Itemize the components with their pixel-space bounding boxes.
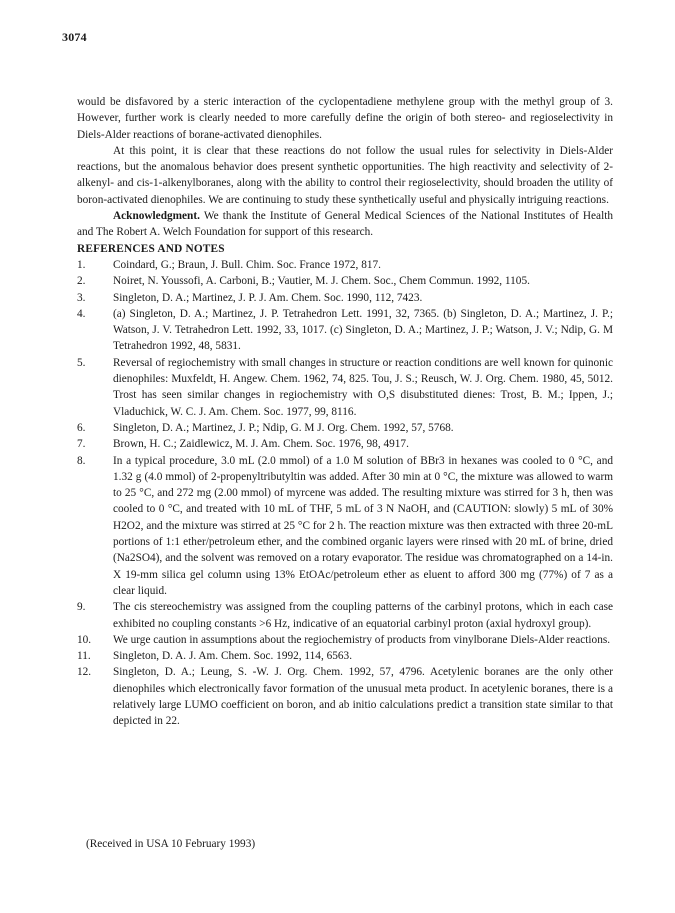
reference-number: 11. <box>77 650 91 663</box>
reference-item <box>77 599 613 632</box>
reference-number: 12. <box>77 666 92 679</box>
reference-number: 6. <box>77 421 86 434</box>
reference-number: 7. <box>77 438 86 451</box>
reference-number: 10. <box>77 633 92 646</box>
reference-text: We urge caution in assumptions about the regiochemistry of products from vinylborane Diels-Alder reactions. <box>113 633 611 646</box>
reference-item <box>77 420 613 436</box>
page-number: 3074 <box>62 30 87 44</box>
reference-number: 1. <box>77 258 86 271</box>
reference-text: Noiret, N. Youssofi, A. Carboni, B.; Vautier, M. J. Chem. Soc., Chem Commun. 1992, 1105. <box>113 275 530 288</box>
reference-item <box>77 273 613 289</box>
acknowledgment-text: We thank the Institute of General Medical Sciences of the National Institutes of Health and The Robert A. Welch Foundation for support of this research. <box>77 210 613 239</box>
reference-text: Reversal of regiochemistry with small changes in structure or reaction conditions are well known for quinonic dienophiles: Muxfeldt, H. Angew. Chem. 1962, 74, 825. Tou, J. S.; Reusch, W. J. Org. Chem. 1980, 45, 5012. Trost has seen similar changes in regiochemistry with O,S disubstituted dienes: Trost, B. M.; Ippen, J.; Vladuchick, W. C. J. Am. Chem. Soc. 1977, 99, 8116. <box>113 356 613 418</box>
received-date: (Received in USA 10 February 1993) <box>86 838 256 850</box>
reference-text: In a typical procedure, 3.0 mL (2.0 mmol) of a 1.0 M solution of BBr3 in hexanes was cooled to 0 °C, and 1.32 g (4.0 mmol) of 2-propenyltributyltin was added. After 30 min at 0 °C, the mixture was allowed to warm to 25 °C, and 272 mg (2.00 mmol) of myrcene was added. The resulting mixture was stirred for 3 h, then was cooled to 0 °C, and treated with 10 mL of THF, 5 mL of 3 N NaOH, and (CAUTION: slowly) 5 mL of 30% H2O2, and the mixture was stirred at 25 °C for 2 h. The reaction mixture was then extracted with three 20-mL portions of 1:1 ether/petroleum ether, and the combined organic layers were rinsed with 20 mL of brine, dried (Na2SO4), and the solvent was removed on a rotary evaporator. The residue was chromatographed on a 14-in. X 19-mm silica gel column using 13% EtOAc/petroleum ether as eluent to afford 300 mg (77%) of 7 as a clear liquid. <box>113 454 613 597</box>
reference-number: 4. <box>77 307 86 320</box>
reference-item <box>77 664 613 729</box>
reference-text: Coindard, G.; Braun, J. Bull. Chim. Soc. France 1972, 817. <box>113 258 381 271</box>
reference-number: 2. <box>77 275 86 288</box>
reference-item <box>77 436 613 452</box>
reference-item <box>77 453 613 600</box>
reference-text: The cis stereochemistry was assigned from the coupling patterns of the carbinyl protons, which in each case exhibited no coupling constants >6 Hz, indicative of an equatorial carbinyl proton (axial hydroxyl group). <box>113 601 613 630</box>
reference-number: 3. <box>77 291 86 304</box>
references-list <box>77 257 613 730</box>
reference-number: 8. <box>77 454 86 467</box>
reference-item <box>77 290 613 306</box>
article-body <box>77 94 613 730</box>
paragraph-conclusion: At this point, it is clear that these reactions do not follow the usual rules for selectivity in Diels-Alder reactions, but the anomalous behavior does present synthetic opportunities. The high reactivity and selectivity of 2-alkenyl- and cis-1-alkenylboranes, along with the ability to control their regioselectivity, should broaden the utility of boron-activated dienophiles. We are continuing to study these synthetically useful and physically intriguing reactions. <box>77 144 613 206</box>
reference-text: (a) Singleton, D. A.; Martinez, J. P. Tetrahedron Lett. 1991, 32, 7365. (b) Singleton, D. A.; Martinez, J. P.; Watson, J. V. Tetrahedron Lett. 1992, 33, 1017. (c) Singleton, D. A.; Martinez, J. P.; Watson, J. V.; Ndip, G. M Tetrahedron 1992, 48, 5831. <box>113 307 613 353</box>
reference-item <box>77 257 613 273</box>
reference-text: Singleton, D. A.; Martinez, J. P. J. Am. Chem. Soc. 1990, 112, 7423. <box>113 291 423 304</box>
reference-item <box>77 632 613 648</box>
reference-number: 5. <box>77 356 86 369</box>
reference-text: Singleton, D. A. J. Am. Chem. Soc. 1992, 114, 6563. <box>113 650 353 663</box>
reference-number: 9. <box>77 601 86 614</box>
reference-item <box>77 306 613 355</box>
reference-text: Singleton, D. A.; Martinez, J. P.; Ndip, G. M J. Org. Chem. 1992, 57, 5768. <box>113 421 454 434</box>
paragraph-continuation: would be disfavored by a steric interaction of the cyclopentadiene methylene group with the methyl group of 3. However, further work is clearly needed to more carefully define the origin of both stereo- and regioselectivity in Diels-Alder reactions of borane-activated dienophiles. <box>77 96 613 141</box>
reference-item <box>77 355 613 420</box>
reference-item <box>77 648 613 664</box>
reference-text: Brown, H. C.; Zaidlewicz, M. J. Am. Chem. Soc. 1976, 98, 4917. <box>113 438 409 451</box>
references-heading: REFERENCES AND NOTES <box>77 242 225 255</box>
acknowledgment-paragraph <box>77 208 613 241</box>
acknowledgment-label: Acknowledgment. <box>113 210 200 223</box>
reference-text: Singleton, D. A.; Leung, S. -W. J. Org. Chem. 1992, 57, 4796. Acetylenic boranes are the only other dienophiles which electronically favor formation of the unusual meta product. In acetylenic boranes, there is a relatively large LUMO coefficient on boron, and ab initio calculations predict a transition state similar to that depicted in 22. <box>113 666 613 728</box>
